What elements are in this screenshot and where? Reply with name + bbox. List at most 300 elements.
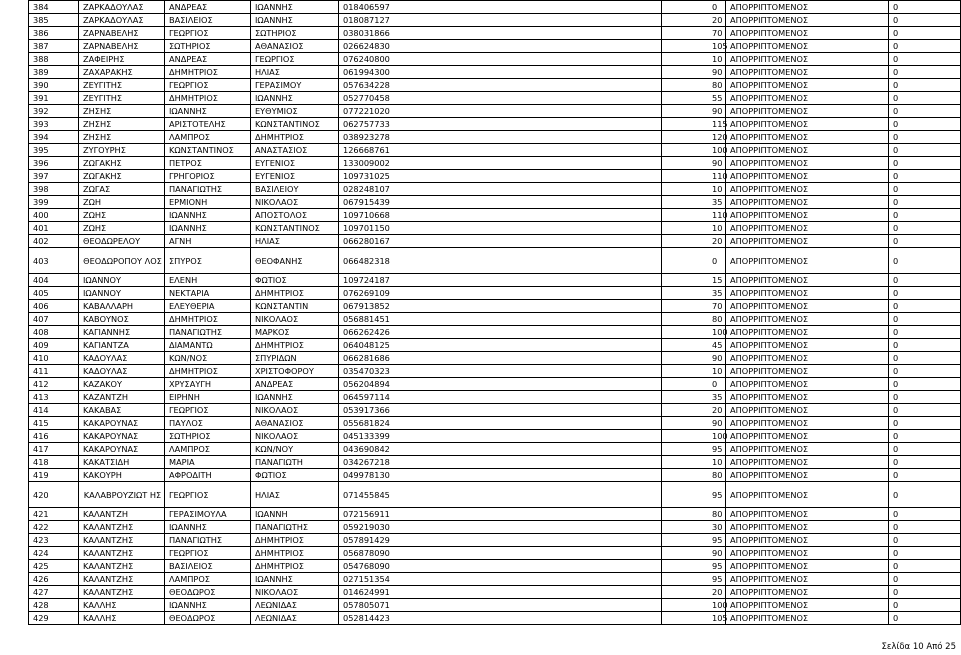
cell-status: ΑΠΟΡΡΙΠΤΟΜΕΝΟΣ xyxy=(726,430,889,443)
cell-row-number: 414 xyxy=(29,404,79,417)
cell-status: ΑΠΟΡΡΙΠΤΟΜΕΝΟΣ xyxy=(726,53,889,66)
cell-extra-value: 0 xyxy=(889,365,961,378)
cell-extra-value: 0 xyxy=(889,313,961,326)
cell-surname: ΚΑΛΑΝΤΖΗΣ xyxy=(79,586,165,599)
cell-surname: ΖΩΗΣ xyxy=(79,222,165,235)
cell-father-name: ΝΙΚΟΛΑΟΣ xyxy=(251,586,339,599)
table-row xyxy=(29,183,961,196)
cell-first-name: ΣΩΤΗΡΙΟΣ xyxy=(165,40,251,53)
cell-surname: ΚΑΒΑΛΛΑΡΗ xyxy=(79,300,165,313)
cell-id-number: 076240800 xyxy=(339,53,662,66)
table-row xyxy=(29,560,961,573)
cell-row-number: 419 xyxy=(29,469,79,482)
cell-status: ΑΠΟΡΡΙΠΤΟΜΕΝΟΣ xyxy=(726,404,889,417)
cell-extra-value: 0 xyxy=(889,105,961,118)
cell-surname: ΚΑΚΑΒΑΣ xyxy=(79,404,165,417)
cell-status: ΑΠΟΡΡΙΠΤΟΜΕΝΟΣ xyxy=(726,534,889,547)
cell-surname: ΚΑΛΑΝΤΖΗΣ xyxy=(79,560,165,573)
cell-first-name: ΓΕΡΑΣΙΜΟΥΛΑ xyxy=(165,508,251,521)
cell-id-number: 133009002 xyxy=(339,157,662,170)
table-row xyxy=(29,79,961,92)
cell-surname: ΖΕΥΓΙΤΗΣ xyxy=(79,79,165,92)
cell-extra-value: 0 xyxy=(889,118,961,131)
table-row xyxy=(29,170,961,183)
cell-father-name: ΛΕΩΝΙΔΑΣ xyxy=(251,599,339,612)
cell-score: 10 xyxy=(662,183,726,196)
cell-score: 0 xyxy=(662,1,726,14)
cell-status: ΑΠΟΡΡΙΠΤΟΜΕΝΟΣ xyxy=(726,547,889,560)
cell-extra-value: 0 xyxy=(889,469,961,482)
cell-row-number: 398 xyxy=(29,183,79,196)
cell-first-name: ΓΕΩΡΓΙΟΣ xyxy=(165,482,251,508)
cell-score: 105 xyxy=(662,612,726,625)
cell-first-name: ΕΛΕΥΘΕΡΙΑ xyxy=(165,300,251,313)
table-row xyxy=(29,508,961,521)
table-row xyxy=(29,534,961,547)
cell-status: ΑΠΟΡΡΙΠΤΟΜΕΝΟΣ xyxy=(726,1,889,14)
cell-extra-value: 0 xyxy=(889,326,961,339)
cell-father-name: ΔΗΜΗΤΡΙΟΣ xyxy=(251,339,339,352)
cell-score: 35 xyxy=(662,196,726,209)
cell-id-number: 064048125 xyxy=(339,339,662,352)
table-row xyxy=(29,196,961,209)
cell-status: ΑΠΟΡΡΙΠΤΟΜΕΝΟΣ xyxy=(726,79,889,92)
cell-score: 95 xyxy=(662,443,726,456)
cell-surname: ΚΑΛΑΝΤΖΗ xyxy=(79,508,165,521)
cell-first-name: ΘΕΟΔΩΡΟΣ xyxy=(165,586,251,599)
cell-first-name: ΙΩΑΝΝΗΣ xyxy=(165,222,251,235)
table-row xyxy=(29,287,961,300)
cell-row-number: 415 xyxy=(29,417,79,430)
cell-id-number: 071455845 xyxy=(339,482,662,508)
cell-father-name: ΝΙΚΟΛΑΟΣ xyxy=(251,196,339,209)
cell-father-name: ΚΩΝ/ΝΟΥ xyxy=(251,443,339,456)
cell-id-number: 064597114 xyxy=(339,391,662,404)
cell-surname: ΚΑΔΟΥΛΑΣ xyxy=(79,352,165,365)
cell-first-name: ΒΑΣΙΛΕΙΟΣ xyxy=(165,14,251,27)
cell-surname: ΚΑΚΑΡΟΥΝΑΣ xyxy=(79,443,165,456)
table-row xyxy=(29,313,961,326)
cell-id-number: 057634228 xyxy=(339,79,662,92)
cell-score: 15 xyxy=(662,274,726,287)
cell-extra-value: 0 xyxy=(889,352,961,365)
cell-extra-value: 0 xyxy=(889,248,961,274)
cell-first-name: ΝΕΚΤΑΡΙΑ xyxy=(165,287,251,300)
cell-surname: ΚΑΖΑΝΤΖΗ xyxy=(79,391,165,404)
cell-id-number: 109731025 xyxy=(339,170,662,183)
cell-id-number: 052814423 xyxy=(339,612,662,625)
cell-status: ΑΠΟΡΡΙΠΤΟΜΕΝΟΣ xyxy=(726,456,889,469)
cell-surname: ΖΑΧΑΡΑΚΗΣ xyxy=(79,66,165,79)
cell-score: 90 xyxy=(662,105,726,118)
cell-father-name: ΦΩΤΙΟΣ xyxy=(251,274,339,287)
cell-first-name: ΓΕΩΡΓΙΟΣ xyxy=(165,79,251,92)
cell-surname: ΖΑΡΝΑΒΕΛΗΣ xyxy=(79,40,165,53)
cell-id-number: 077221020 xyxy=(339,105,662,118)
cell-status: ΑΠΟΡΡΙΠΤΟΜΕΝΟΣ xyxy=(726,274,889,287)
cell-father-name: ΔΗΜΗΤΡΙΟΣ xyxy=(251,131,339,144)
cell-extra-value: 0 xyxy=(889,612,961,625)
cell-row-number: 429 xyxy=(29,612,79,625)
cell-extra-value: 0 xyxy=(889,196,961,209)
cell-father-name: ΜΑΡΚΟΣ xyxy=(251,326,339,339)
table-row xyxy=(29,469,961,482)
table-row xyxy=(29,248,961,274)
cell-id-number: 067913852 xyxy=(339,300,662,313)
cell-father-name: ΙΩΑΝΝΗΣ xyxy=(251,14,339,27)
cell-id-number: 052770458 xyxy=(339,92,662,105)
cell-id-number: 014624991 xyxy=(339,586,662,599)
cell-father-name: ΑΝΔΡΕΑΣ xyxy=(251,378,339,391)
cell-score: 20 xyxy=(662,404,726,417)
cell-score: 95 xyxy=(662,560,726,573)
table-row xyxy=(29,365,961,378)
cell-surname: ΖΗΣΗΣ xyxy=(79,131,165,144)
table-row xyxy=(29,599,961,612)
cell-row-number: 395 xyxy=(29,144,79,157)
cell-father-name: ΑΘΑΝΑΣΙΟΣ xyxy=(251,417,339,430)
cell-row-number: 410 xyxy=(29,352,79,365)
cell-first-name: ΜΑΡΙΑ xyxy=(165,456,251,469)
cell-row-number: 428 xyxy=(29,599,79,612)
cell-id-number: 053917366 xyxy=(339,404,662,417)
cell-extra-value: 0 xyxy=(889,573,961,586)
cell-status: ΑΠΟΡΡΙΠΤΟΜΕΝΟΣ xyxy=(726,183,889,196)
table-row xyxy=(29,404,961,417)
cell-surname: ΚΑΓΙΑΝΤΖΑ xyxy=(79,339,165,352)
cell-row-number: 386 xyxy=(29,27,79,40)
cell-surname: ΖΩΓΑΚΗΣ xyxy=(79,170,165,183)
cell-father-name: ΧΡΙΣΤΟΦΟΡΟΥ xyxy=(251,365,339,378)
cell-status: ΑΠΟΡΡΙΠΤΟΜΕΝΟΣ xyxy=(726,118,889,131)
cell-surname: ΖΩΗ xyxy=(79,196,165,209)
table-row xyxy=(29,612,961,625)
table-row xyxy=(29,27,961,40)
cell-surname: ΘΕΟΔΩΡΕΛΟΥ xyxy=(79,235,165,248)
cell-extra-value: 0 xyxy=(889,430,961,443)
cell-status: ΑΠΟΡΡΙΠΤΟΜΕΝΟΣ xyxy=(726,66,889,79)
cell-surname: ΖΥΓΟΥΡΗΣ xyxy=(79,144,165,157)
cell-surname: ΚΑΛΑΝΤΖΗΣ xyxy=(79,547,165,560)
cell-extra-value: 0 xyxy=(889,183,961,196)
cell-father-name: ΔΗΜΗΤΡΙΟΣ xyxy=(251,547,339,560)
cell-score: 10 xyxy=(662,456,726,469)
cell-row-number: 427 xyxy=(29,586,79,599)
cell-father-name: ΓΕΡΑΣΙΜΟΥ xyxy=(251,79,339,92)
cell-father-name: ΠΑΝΑΓΙΩΤΗ xyxy=(251,456,339,469)
cell-score: 100 xyxy=(662,144,726,157)
cell-father-name: ΚΩΝΣΤΑΝΤΙΝΟΣ xyxy=(251,118,339,131)
cell-extra-value: 0 xyxy=(889,235,961,248)
cell-status: ΑΠΟΡΡΙΠΤΟΜΕΝΟΣ xyxy=(726,521,889,534)
cell-first-name: ΔΙΑΜΑΝΤΩ xyxy=(165,339,251,352)
cell-first-name: ΠΕΤΡΟΣ xyxy=(165,157,251,170)
cell-id-number: 018087127 xyxy=(339,14,662,27)
cell-row-number: 396 xyxy=(29,157,79,170)
cell-extra-value: 0 xyxy=(889,157,961,170)
cell-extra-value: 0 xyxy=(889,534,961,547)
cell-first-name: ΙΩΑΝΝΗΣ xyxy=(165,209,251,222)
cell-id-number: 056881451 xyxy=(339,313,662,326)
cell-status: ΑΠΟΡΡΙΠΤΟΜΕΝΟΣ xyxy=(726,365,889,378)
cell-first-name: ΑΝΔΡΕΑΣ xyxy=(165,53,251,66)
table-row xyxy=(29,209,961,222)
cell-surname: ΖΑΦΕΙΡΗΣ xyxy=(79,53,165,66)
cell-score: 80 xyxy=(662,469,726,482)
table-row xyxy=(29,118,961,131)
cell-first-name: ΑΦΡΟΔΙΤΗ xyxy=(165,469,251,482)
cell-status: ΑΠΟΡΡΙΠΤΟΜΕΝΟΣ xyxy=(726,573,889,586)
cell-id-number: 061994300 xyxy=(339,66,662,79)
cell-surname: ΚΑΚΟΥΡΗ xyxy=(79,469,165,482)
table-row xyxy=(29,144,961,157)
cell-score: 100 xyxy=(662,430,726,443)
cell-first-name: ΠΑΝΑΓΙΩΤΗΣ xyxy=(165,183,251,196)
table-body xyxy=(29,1,961,625)
cell-first-name: ΠΑΝΑΓΙΩΤΗΣ xyxy=(165,326,251,339)
cell-first-name: ΙΩΑΝΝΗΣ xyxy=(165,521,251,534)
table-row xyxy=(29,417,961,430)
cell-id-number: 035470323 xyxy=(339,365,662,378)
cell-id-number: 126668761 xyxy=(339,144,662,157)
cell-row-number: 393 xyxy=(29,118,79,131)
cell-extra-value: 0 xyxy=(889,521,961,534)
cell-score: 115 xyxy=(662,118,726,131)
cell-extra-value: 0 xyxy=(889,417,961,430)
cell-id-number: 057805071 xyxy=(339,599,662,612)
cell-row-number: 425 xyxy=(29,560,79,573)
cell-row-number: 397 xyxy=(29,170,79,183)
cell-row-number: 416 xyxy=(29,430,79,443)
cell-first-name: ΚΩΝ/ΝΟΣ xyxy=(165,352,251,365)
cell-extra-value: 0 xyxy=(889,1,961,14)
cell-first-name: ΧΡΥΣΑΥΓΗ xyxy=(165,378,251,391)
cell-extra-value: 0 xyxy=(889,443,961,456)
cell-score: 20 xyxy=(662,586,726,599)
table-row xyxy=(29,300,961,313)
cell-surname: ΚΑΚΑΡΟΥΝΑΣ xyxy=(79,417,165,430)
table-row xyxy=(29,14,961,27)
cell-extra-value: 0 xyxy=(889,274,961,287)
cell-id-number: 062757733 xyxy=(339,118,662,131)
cell-surname: ΖΑΡΚΑΔΟΥΛΑΣ xyxy=(79,14,165,27)
cell-status: ΑΠΟΡΡΙΠΤΟΜΕΝΟΣ xyxy=(726,612,889,625)
cell-father-name: ΘΕΟΦΑΝΗΣ xyxy=(251,248,339,274)
cell-first-name: ΣΠΥΡΟΣ xyxy=(165,248,251,274)
cell-first-name: ΓΕΩΡΓΙΟΣ xyxy=(165,27,251,40)
cell-father-name: ΕΥΓΕΝΙΟΣ xyxy=(251,157,339,170)
cell-extra-value: 0 xyxy=(889,131,961,144)
table-row xyxy=(29,131,961,144)
cell-row-number: 401 xyxy=(29,222,79,235)
cell-row-number: 389 xyxy=(29,66,79,79)
cell-extra-value: 0 xyxy=(889,27,961,40)
cell-status: ΑΠΟΡΡΙΠΤΟΜΕΝΟΣ xyxy=(726,352,889,365)
cell-father-name: ΓΕΩΡΓΙΟΣ xyxy=(251,53,339,66)
cell-father-name: ΒΑΣΙΛΕΙΟΥ xyxy=(251,183,339,196)
cell-surname: ΚΑΚΑΤΣΙΔΗ xyxy=(79,456,165,469)
cell-score: 45 xyxy=(662,339,726,352)
cell-row-number: 418 xyxy=(29,456,79,469)
table-row xyxy=(29,339,961,352)
cell-father-name: ΛΕΩΝΙΔΑΣ xyxy=(251,612,339,625)
cell-score: 110 xyxy=(662,209,726,222)
cell-status: ΑΠΟΡΡΙΠΤΟΜΕΝΟΣ xyxy=(726,92,889,105)
table-row xyxy=(29,274,961,287)
cell-score: 80 xyxy=(662,79,726,92)
table-row xyxy=(29,66,961,79)
cell-score: 80 xyxy=(662,508,726,521)
cell-status: ΑΠΟΡΡΙΠΤΟΜΕΝΟΣ xyxy=(726,586,889,599)
cell-row-number: 422 xyxy=(29,521,79,534)
cell-surname: ΚΑΛΑΝΤΖΗΣ xyxy=(79,573,165,586)
cell-extra-value: 0 xyxy=(889,300,961,313)
cell-extra-value: 0 xyxy=(889,391,961,404)
cell-score: 95 xyxy=(662,482,726,508)
cell-status: ΑΠΟΡΡΙΠΤΟΜΕΝΟΣ xyxy=(726,326,889,339)
table-row xyxy=(29,378,961,391)
cell-surname: ΚΑΖΑΚΟΥ xyxy=(79,378,165,391)
cell-first-name: ΔΗΜΗΤΡΙΟΣ xyxy=(165,365,251,378)
cell-extra-value: 0 xyxy=(889,586,961,599)
cell-status: ΑΠΟΡΡΙΠΤΟΜΕΝΟΣ xyxy=(726,105,889,118)
cell-score: 10 xyxy=(662,365,726,378)
table-row xyxy=(29,521,961,534)
cell-extra-value: 0 xyxy=(889,287,961,300)
cell-father-name: ΝΙΚΟΛΑΟΣ xyxy=(251,313,339,326)
cell-score: 30 xyxy=(662,521,726,534)
cell-father-name: ΣΠΥΡΙΔΩΝ xyxy=(251,352,339,365)
cell-score: 90 xyxy=(662,547,726,560)
cell-extra-value: 0 xyxy=(889,599,961,612)
cell-id-number: 045133399 xyxy=(339,430,662,443)
cell-first-name: ΓΡΗΓΟΡΙΟΣ xyxy=(165,170,251,183)
cell-father-name: ΑΝΑΣΤΑΣΙΟΣ xyxy=(251,144,339,157)
cell-id-number: 056878090 xyxy=(339,547,662,560)
cell-father-name: ΔΗΜΗΤΡΙΟΣ xyxy=(251,287,339,300)
cell-first-name: ΒΑΣΙΛΕΙΟΣ xyxy=(165,560,251,573)
cell-father-name: ΕΥΓΕΝΙΟΣ xyxy=(251,170,339,183)
cell-row-number: 420 xyxy=(29,482,79,508)
cell-father-name: ΚΩΝΣΤΑΝΤΙΝΟΣ xyxy=(251,222,339,235)
cell-row-number: 405 xyxy=(29,287,79,300)
cell-id-number: 057891429 xyxy=(339,534,662,547)
cell-row-number: 385 xyxy=(29,14,79,27)
cell-first-name: ΑΝΔΡΕΑΣ xyxy=(165,1,251,14)
cell-id-number: 056204894 xyxy=(339,378,662,391)
cell-status: ΑΠΟΡΡΙΠΤΟΜΕΝΟΣ xyxy=(726,144,889,157)
cell-id-number: 066482318 xyxy=(339,248,662,274)
table-row xyxy=(29,92,961,105)
table-row xyxy=(29,40,961,53)
cell-father-name: ΕΥΘΥΜΙΟΣ xyxy=(251,105,339,118)
cell-extra-value: 0 xyxy=(889,456,961,469)
table-row xyxy=(29,352,961,365)
cell-id-number: 027151354 xyxy=(339,573,662,586)
cell-score: 95 xyxy=(662,534,726,547)
cell-extra-value: 0 xyxy=(889,339,961,352)
cell-first-name: ΣΩΤΗΡΙΟΣ xyxy=(165,430,251,443)
cell-id-number: 055681824 xyxy=(339,417,662,430)
cell-row-number: 408 xyxy=(29,326,79,339)
cell-id-number: 018406597 xyxy=(339,1,662,14)
cell-score: 80 xyxy=(662,313,726,326)
cell-first-name: ΙΩΑΝΝΗΣ xyxy=(165,105,251,118)
cell-surname: ΖΩΗΣ xyxy=(79,209,165,222)
cell-score: 90 xyxy=(662,66,726,79)
cell-row-number: 411 xyxy=(29,365,79,378)
cell-score: 70 xyxy=(662,27,726,40)
cell-row-number: 407 xyxy=(29,313,79,326)
cell-surname: ΖΕΥΓΙΤΗΣ xyxy=(79,92,165,105)
cell-score: 70 xyxy=(662,300,726,313)
cell-row-number: 400 xyxy=(29,209,79,222)
cell-status: ΑΠΟΡΡΙΠΤΟΜΕΝΟΣ xyxy=(726,40,889,53)
cell-first-name: ΑΓΝΗ xyxy=(165,235,251,248)
cell-father-name: ΙΩΑΝΝΗΣ xyxy=(251,1,339,14)
cell-row-number: 392 xyxy=(29,105,79,118)
cell-status: ΑΠΟΡΡΙΠΤΟΜΕΝΟΣ xyxy=(726,443,889,456)
cell-extra-value: 0 xyxy=(889,378,961,391)
cell-score: 35 xyxy=(662,391,726,404)
cell-row-number: 424 xyxy=(29,547,79,560)
cell-id-number: 028248107 xyxy=(339,183,662,196)
cell-extra-value: 0 xyxy=(889,14,961,27)
cell-status: ΑΠΟΡΡΙΠΤΟΜΕΝΟΣ xyxy=(726,170,889,183)
cell-surname: ΚΑΓΙΑΝΝΗΣ xyxy=(79,326,165,339)
cell-status: ΑΠΟΡΡΙΠΤΟΜΕΝΟΣ xyxy=(726,27,889,40)
cell-id-number: 066281686 xyxy=(339,352,662,365)
cell-father-name: ΝΙΚΟΛΑΟΣ xyxy=(251,430,339,443)
cell-surname: ΚΑΔΟΥΛΑΣ xyxy=(79,365,165,378)
cell-score: 0 xyxy=(662,248,726,274)
cell-score: 90 xyxy=(662,417,726,430)
cell-extra-value: 0 xyxy=(889,560,961,573)
cell-first-name: ΔΗΜΗΤΡΙΟΣ xyxy=(165,66,251,79)
cell-surname: ΚΑΒΟΥΝΟΣ xyxy=(79,313,165,326)
cell-father-name: ΔΗΜΗΤΡΙΟΣ xyxy=(251,560,339,573)
cell-id-number: 034267218 xyxy=(339,456,662,469)
cell-father-name: ΙΩΑΝΝΗΣ xyxy=(251,92,339,105)
cell-first-name: ΛΑΜΠΡΟΣ xyxy=(165,573,251,586)
table-row xyxy=(29,53,961,66)
page-number: Σελίδα 10 Από 25 xyxy=(881,642,956,652)
cell-first-name: ΠΑΥΛΟΣ xyxy=(165,417,251,430)
cell-father-name: ΗΛΙΑΣ xyxy=(251,66,339,79)
cell-surname: ΖΩΓΑΣ xyxy=(79,183,165,196)
cell-score: 100 xyxy=(662,599,726,612)
cell-id-number: 067915439 xyxy=(339,196,662,209)
cell-surname: ΖΗΣΗΣ xyxy=(79,118,165,131)
cell-score: 35 xyxy=(662,287,726,300)
table-row xyxy=(29,391,961,404)
cell-first-name: ΕΡΜΙΟΝΗ xyxy=(165,196,251,209)
cell-status: ΑΠΟΡΡΙΠΤΟΜΕΝΟΣ xyxy=(726,300,889,313)
cell-father-name: ΝΙΚΟΛΑΟΣ xyxy=(251,404,339,417)
table-row xyxy=(29,1,961,14)
cell-id-number: 043690842 xyxy=(339,443,662,456)
cell-status: ΑΠΟΡΡΙΠΤΟΜΕΝΟΣ xyxy=(726,599,889,612)
table-row xyxy=(29,326,961,339)
cell-first-name: ΓΕΩΡΓΙΟΣ xyxy=(165,404,251,417)
table-row xyxy=(29,456,961,469)
cell-extra-value: 0 xyxy=(889,508,961,521)
cell-score: 20 xyxy=(662,14,726,27)
table-row xyxy=(29,547,961,560)
cell-id-number: 109724187 xyxy=(339,274,662,287)
cell-row-number: 417 xyxy=(29,443,79,456)
cell-status: ΑΠΟΡΡΙΠΤΟΜΕΝΟΣ xyxy=(726,196,889,209)
